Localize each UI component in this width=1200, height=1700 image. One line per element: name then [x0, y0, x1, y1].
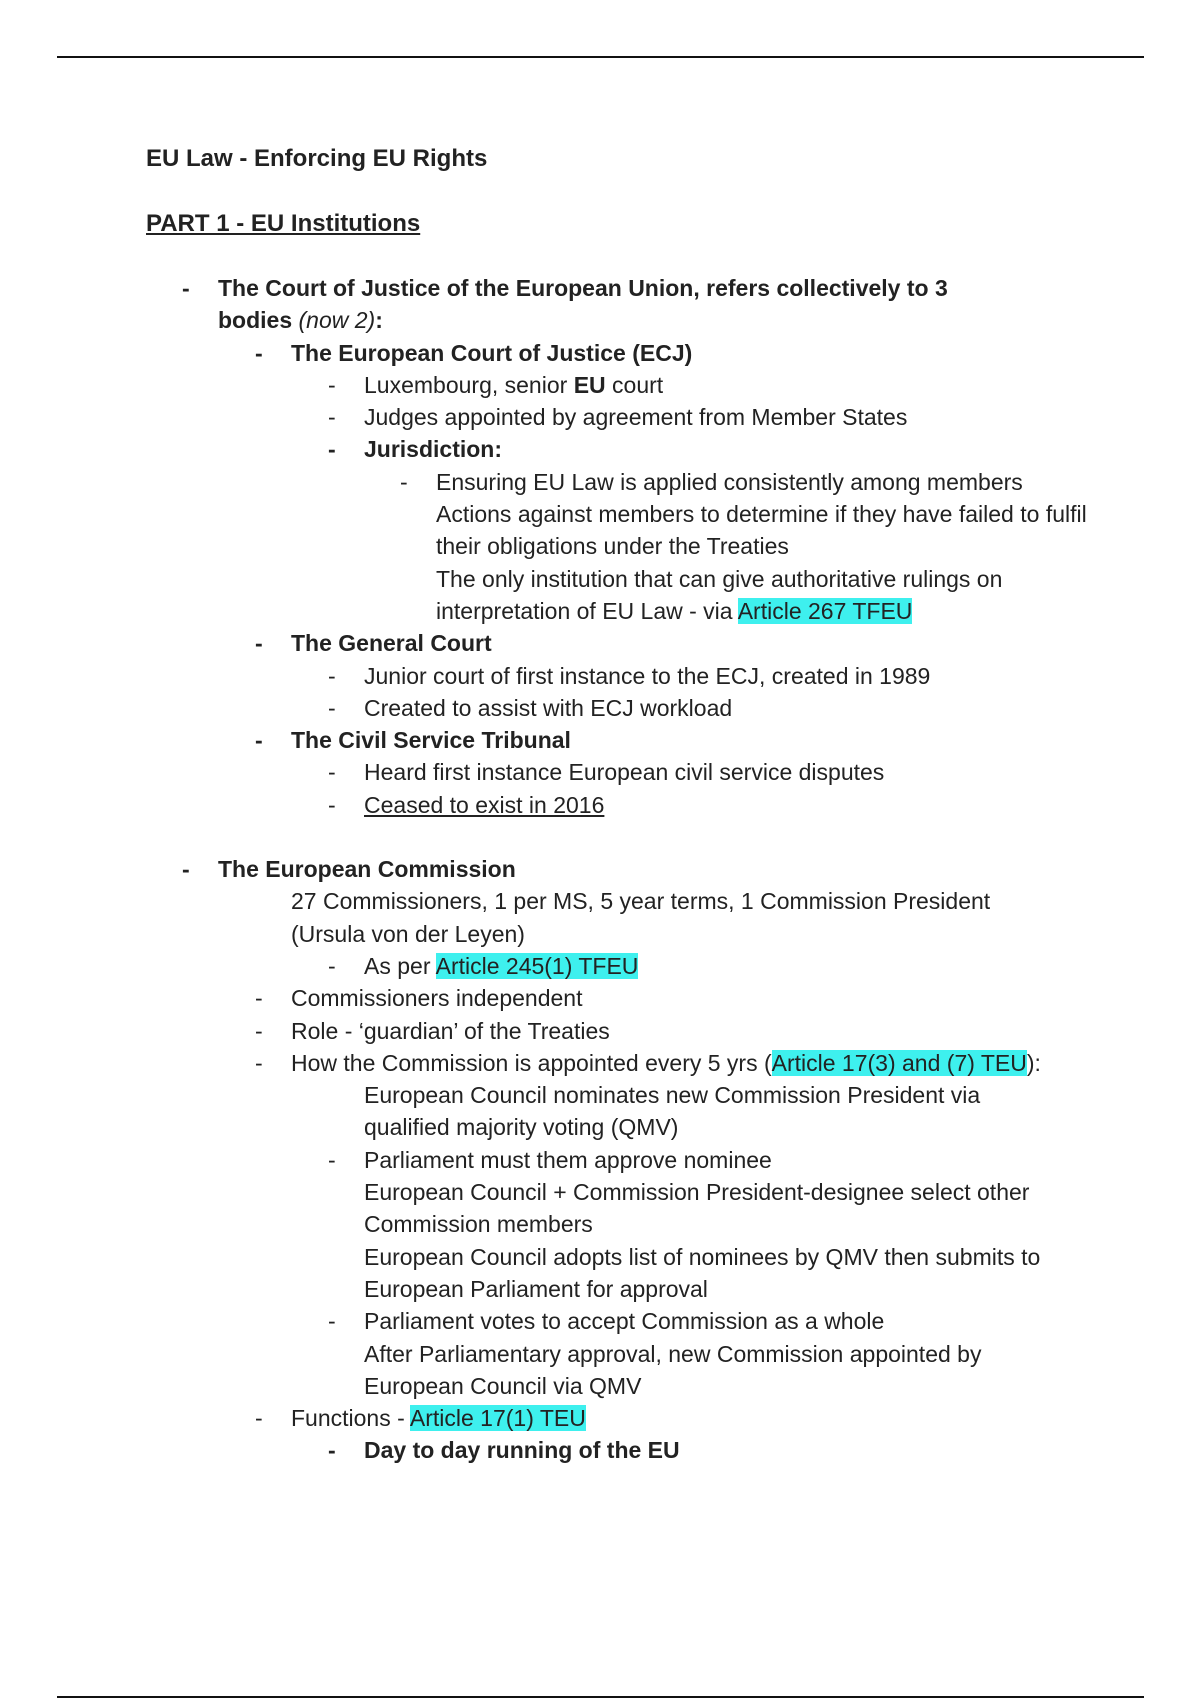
spacer — [0, 821, 1200, 853]
ecj-item2-text: Judges appointed by agreement from Member States — [364, 404, 908, 431]
appoint-item5: Parliament votes to accept Commission as a whole — [364, 1308, 885, 1335]
article-245-tfeu-highlight: Article 245(1) TFEU — [435, 952, 639, 979]
list-item — [0, 1402, 1200, 1434]
list-item — [0, 401, 1200, 433]
jurisdiction-item3: The only institution that can give authoritative rulings on interpretation of EU Law - via — [436, 565, 1003, 624]
jurisdiction-item1: Ensuring EU Law is applied consistently among members — [436, 468, 1023, 495]
bullet: - — [328, 791, 336, 818]
bullet: - — [255, 630, 263, 657]
bullet: - — [400, 468, 408, 495]
document-title: EU Law - Enforcing EU Rights — [146, 145, 488, 172]
general-court-item1: Junior court of first instance to the ECJ, created in 1989 — [364, 662, 931, 689]
functions-label: Functions - — [291, 1405, 410, 1432]
list-item — [0, 563, 1200, 628]
general-court-item2: Created to assist with ECJ workload — [364, 694, 733, 721]
list-item — [0, 498, 1200, 563]
list-item-jurisdiction — [0, 433, 1200, 465]
article-267-tfeu-highlight: Article 267 TFEU — [737, 597, 913, 624]
commission-item3: Role - ‘guardian’ of the Treaties — [291, 1017, 610, 1044]
bottom-rule — [57, 1696, 1144, 1698]
general-court-heading: The General Court — [291, 630, 492, 657]
list-item — [0, 789, 1200, 821]
ecj-item1-bold: EU — [573, 371, 606, 398]
bullet: - — [328, 952, 336, 979]
bullet: - — [328, 1146, 336, 1173]
list-item — [0, 1338, 1200, 1403]
jurisdiction-item2: Actions against members to determine if they have failed to fulfil their obligations under the Treaties — [436, 501, 1087, 560]
cjeu-heading: The Court of Justice of the European Union, refers collectively to 3 bodies — [218, 275, 948, 334]
functions-sub-item: Day to day running of the EU — [364, 1437, 680, 1464]
bullet: - — [255, 1405, 263, 1432]
list-item — [0, 1305, 1200, 1337]
commission-heading: The European Commission — [218, 856, 516, 883]
bullet: - — [182, 275, 190, 301]
list-item — [0, 1015, 1200, 1047]
commission-item1: 27 Commissioners, 1 per MS, 5 year terms, 1 Commission President (Ursula von der Leyen) — [291, 888, 991, 947]
ecj-item1-text: Luxembourg, senior — [364, 371, 574, 398]
article-17-1-teu-highlight: Article 17(1) TEU — [409, 1405, 586, 1432]
bullet: - — [255, 339, 263, 366]
bullet: - — [255, 727, 263, 754]
part-heading: PART 1 - EU Institutions — [146, 210, 421, 237]
list-item — [0, 756, 1200, 788]
list-item-cjeu — [0, 272, 1018, 337]
bullet: - — [328, 1308, 336, 1335]
bullet: - — [328, 1437, 336, 1464]
cjeu-colon: : — [375, 307, 383, 334]
list-item — [0, 1144, 1200, 1176]
jurisdiction-heading: Jurisdiction: — [364, 436, 503, 463]
bullet: - — [255, 1017, 263, 1044]
bullet: - — [328, 662, 336, 689]
cjeu-now-note: (now 2) — [298, 307, 376, 334]
bullet: - — [255, 985, 263, 1012]
list-item — [0, 1047, 1200, 1079]
list-item — [0, 660, 1200, 692]
commission-item4: How the Commission is appointed every 5 yrs ( — [291, 1049, 772, 1076]
bullet: - — [255, 1049, 263, 1076]
tribunal-heading: The Civil Service Tribunal — [291, 727, 571, 754]
article-17-3-7-teu-highlight: Article 17(3) and (7) TEU — [771, 1049, 1027, 1076]
appoint-item2: Parliament must them approve nominee — [364, 1146, 772, 1173]
bullet: - — [328, 759, 336, 786]
list-item-commission — [0, 853, 1200, 885]
commission-item2: Commissioners independent — [291, 985, 583, 1012]
bullet: - — [328, 694, 336, 721]
list-item — [0, 1079, 1200, 1144]
bullet: - — [328, 371, 336, 398]
commission-item1-sub: As per — [364, 952, 436, 979]
list-item — [0, 466, 1200, 498]
appoint-item1: European Council nominates new Commission President via qualified majority voting (QMV) — [364, 1082, 981, 1141]
appoint-item6: After Parliamentary approval, new Commission appointed by European Council via QMV — [364, 1340, 982, 1399]
ecj-heading: The European Court of Justice (ECJ) — [291, 339, 693, 366]
commission-item4-post: ): — [1026, 1049, 1041, 1076]
list-item — [0, 885, 1200, 950]
bullet: - — [328, 436, 336, 463]
document-body — [0, 272, 1200, 1467]
appoint-item3: European Council + Commission President-designee select other Commission members — [364, 1179, 1030, 1238]
appoint-item4: European Council adopts list of nominees by QMV then submits to European Parliament for approval — [364, 1243, 1041, 1302]
top-rule — [57, 56, 1144, 58]
list-item — [0, 1434, 1200, 1466]
list-item — [0, 369, 1200, 401]
list-item — [0, 982, 1200, 1014]
list-item — [0, 1241, 1200, 1306]
tribunal-item2: Ceased to exist in 2016 — [364, 791, 605, 818]
list-item-general-court — [0, 627, 1200, 659]
list-item — [0, 1176, 1200, 1241]
list-item-ecj — [0, 337, 1200, 369]
list-item — [0, 950, 1200, 982]
list-item — [0, 692, 1200, 724]
list-item-tribunal — [0, 724, 1200, 756]
bullet: - — [182, 856, 190, 883]
ecj-item1-post: court — [605, 371, 664, 398]
tribunal-item1: Heard first instance European civil service disputes — [364, 759, 885, 786]
bullet: - — [328, 404, 336, 431]
